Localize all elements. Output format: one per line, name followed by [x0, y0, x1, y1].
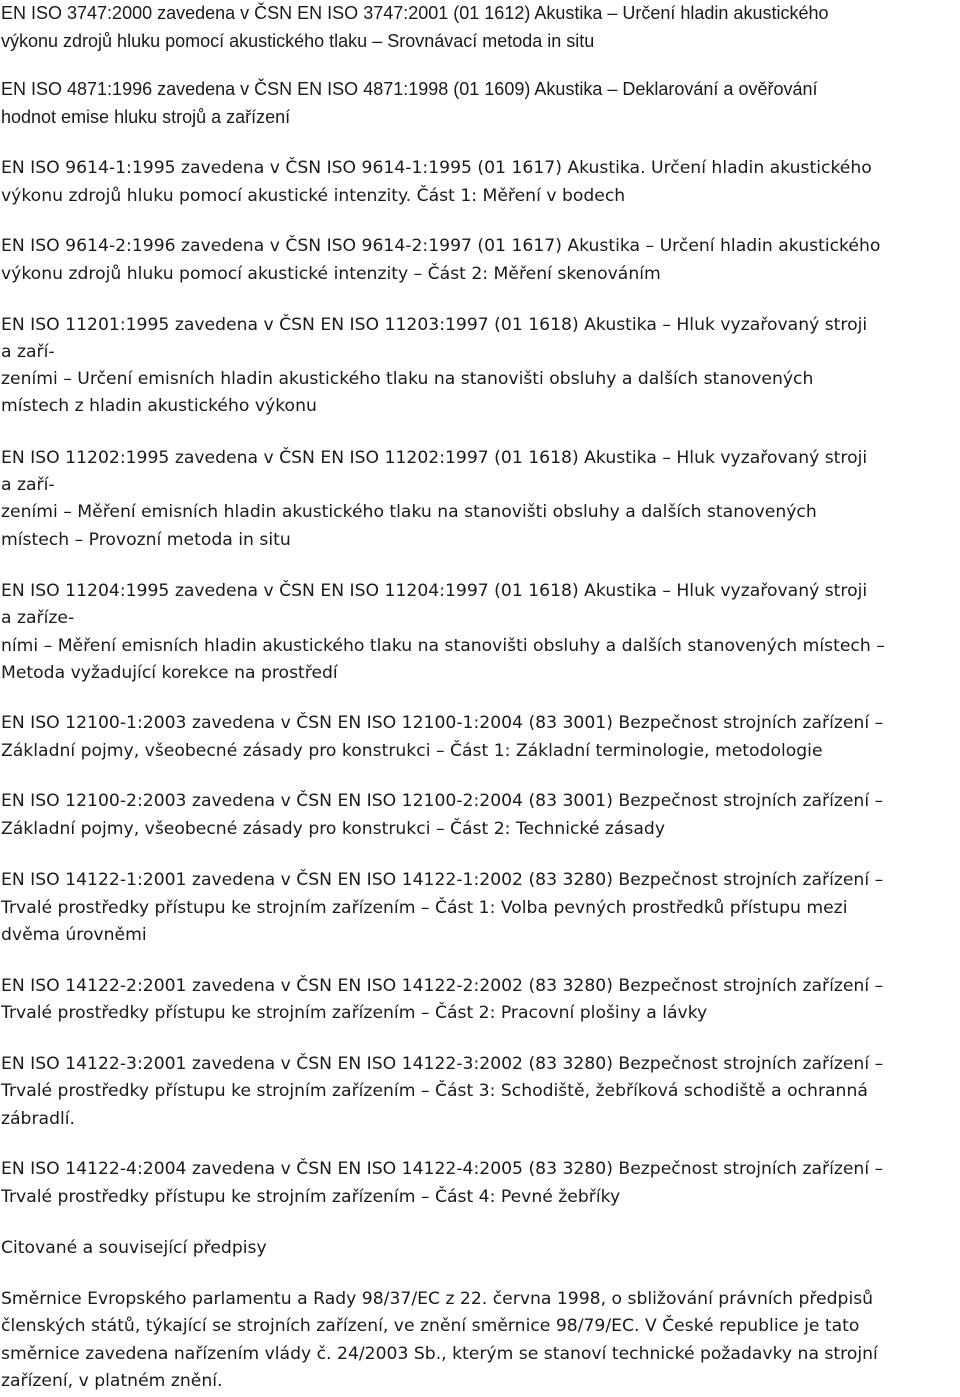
text-line: EN ISO 14122-4:2004 zavedena v ČSN EN ISO 14122-4:2005 (83 3280) Bezpečnost strojních zařízení – [1, 1159, 884, 1179]
text-line: Trvalé prostředky přístupu ke strojním zařízením – Část 2: Pracovní plošiny a lávky [1, 1003, 708, 1023]
section-heading-text: Citované a související předpisy [1, 1238, 267, 1258]
text-line: EN ISO 12100-1:2003 zavedena v ČSN EN ISO 12100-1:2004 (83 3001) Bezpečnost strojních zařízení – [1, 713, 884, 733]
text-line: Základní pojmy, všeobecné zásady pro konstrukci – Část 2: Technické zásady [1, 819, 665, 839]
text-line: místech – Provozní metoda in situ [1, 530, 291, 550]
text-line: EN ISO 12100-2:2003 zavedena v ČSN EN ISO 12100-2:2004 (83 3001) Bezpečnost strojních zařízení – [1, 791, 884, 811]
text-line: zařízení, v platném znění. [1, 1371, 223, 1391]
text-line: Směrnice Evropského parlamentu a Rady 98/37/EC z 22. června 1998, o sbližování právních předpisů [1, 1289, 874, 1309]
text-line: směrnice zavedena nařízením vlády č. 24/2003 Sb., kterým se stanoví technické požadavky na strojní [1, 1344, 878, 1364]
text-line: výkonu zdrojů hluku pomocí akustického tlaku – Srovnávací metoda in situ [1, 31, 595, 51]
text-line: EN ISO 11204:1995 zavedena v ČSN EN ISO 11204:1997 (01 1618) Akustika – Hluk vyzařovaný stroji [1, 581, 868, 601]
text-line: EN ISO 9614-2:1996 zavedena v ČSN ISO 9614-2:1997 (01 1617) Akustika – Určení hladin akustického [1, 236, 881, 256]
text-line: EN ISO 14122-2:2001 zavedena v ČSN EN ISO 14122-2:2002 (83 3280) Bezpečnost strojních zařízení – [1, 976, 884, 996]
text-line: dvěma úrovněmi [1, 925, 147, 945]
text-line: EN ISO 11201:1995 zavedena v ČSN EN ISO 11203:1997 (01 1618) Akustika – Hluk vyzařovaný stroji [1, 315, 868, 335]
text-line: Trvalé prostředky přístupu ke strojním zařízením – Část 1: Volba pevných prostředků přístupu mezi [1, 898, 848, 918]
text-line: zeními – Měření emisních hladin akustického tlaku na stanovišti obsluhy a dalších stanovených [1, 502, 817, 522]
text-line: EN ISO 3747:2000 zavedena v ČSN EN ISO 3747:2001 (01 1612) Akustika – Určení hladin akustického [1, 3, 829, 23]
text-line: EN ISO 4871:1996 zavedena v ČSN EN ISO 4871:1998 (01 1609) Akustika – Deklarování a ověřování [1, 79, 818, 99]
text-line: výkonu zdrojů hluku pomocí akustické intenzity. Část 1: Měření v bodech [1, 186, 626, 206]
text-line: Metoda vyžadující korekce na prostředí [1, 663, 338, 683]
text-line: členských států, týkající se strojních zařízení, ve znění směrnice 98/79/EC. V České republice je tato [1, 1316, 860, 1336]
text-line: ními – Měření emisních hladin akustického tlaku na stanovišti obsluhy a dalších stanovených místech – [1, 636, 885, 656]
text-line: Základní pojmy, všeobecné zásady pro konstrukci – Část 1: Základní terminologie, metodologie [1, 741, 823, 761]
text-line: EN ISO 11202:1995 zavedena v ČSN EN ISO 11202:1997 (01 1618) Akustika – Hluk vyzařovaný stroji [1, 448, 868, 468]
text-line: zábradlí. [1, 1109, 75, 1129]
text-line: EN ISO 14122-3:2001 zavedena v ČSN EN ISO 14122-3:2002 (83 3280) Bezpečnost strojních zařízení – [1, 1054, 884, 1074]
text-line: EN ISO 14122-1:2001 zavedena v ČSN EN ISO 14122-1:2002 (83 3280) Bezpečnost strojních zařízení – [1, 870, 884, 890]
text-line: zeními – Určení emisních hladin akustického tlaku na stanovišti obsluhy a dalších stanovených [1, 369, 814, 389]
text-line: výkonu zdrojů hluku pomocí akustické intenzity – Část 2: Měření skenováním [1, 264, 661, 284]
text-line: a zaří- [1, 342, 55, 362]
text-line: a zaří- [1, 475, 55, 495]
text-line: EN ISO 9614-1:1995 zavedena v ČSN ISO 9614-1:1995 (01 1617) Akustika. Určení hladin akustického [1, 158, 872, 178]
text-line: Trvalé prostředky přístupu ke strojním zařízením – Část 4: Pevné žebříky [1, 1187, 621, 1207]
text-line: místech z hladin akustického výkonu [1, 396, 317, 416]
text-line: Trvalé prostředky přístupu ke strojním zařízením – Část 3: Schodiště, žebříková schodiště a ochranná [1, 1081, 868, 1101]
text-line: a zaříze- [1, 608, 75, 628]
text-line: hodnot emise hluku strojů a zařízení [1, 107, 291, 127]
